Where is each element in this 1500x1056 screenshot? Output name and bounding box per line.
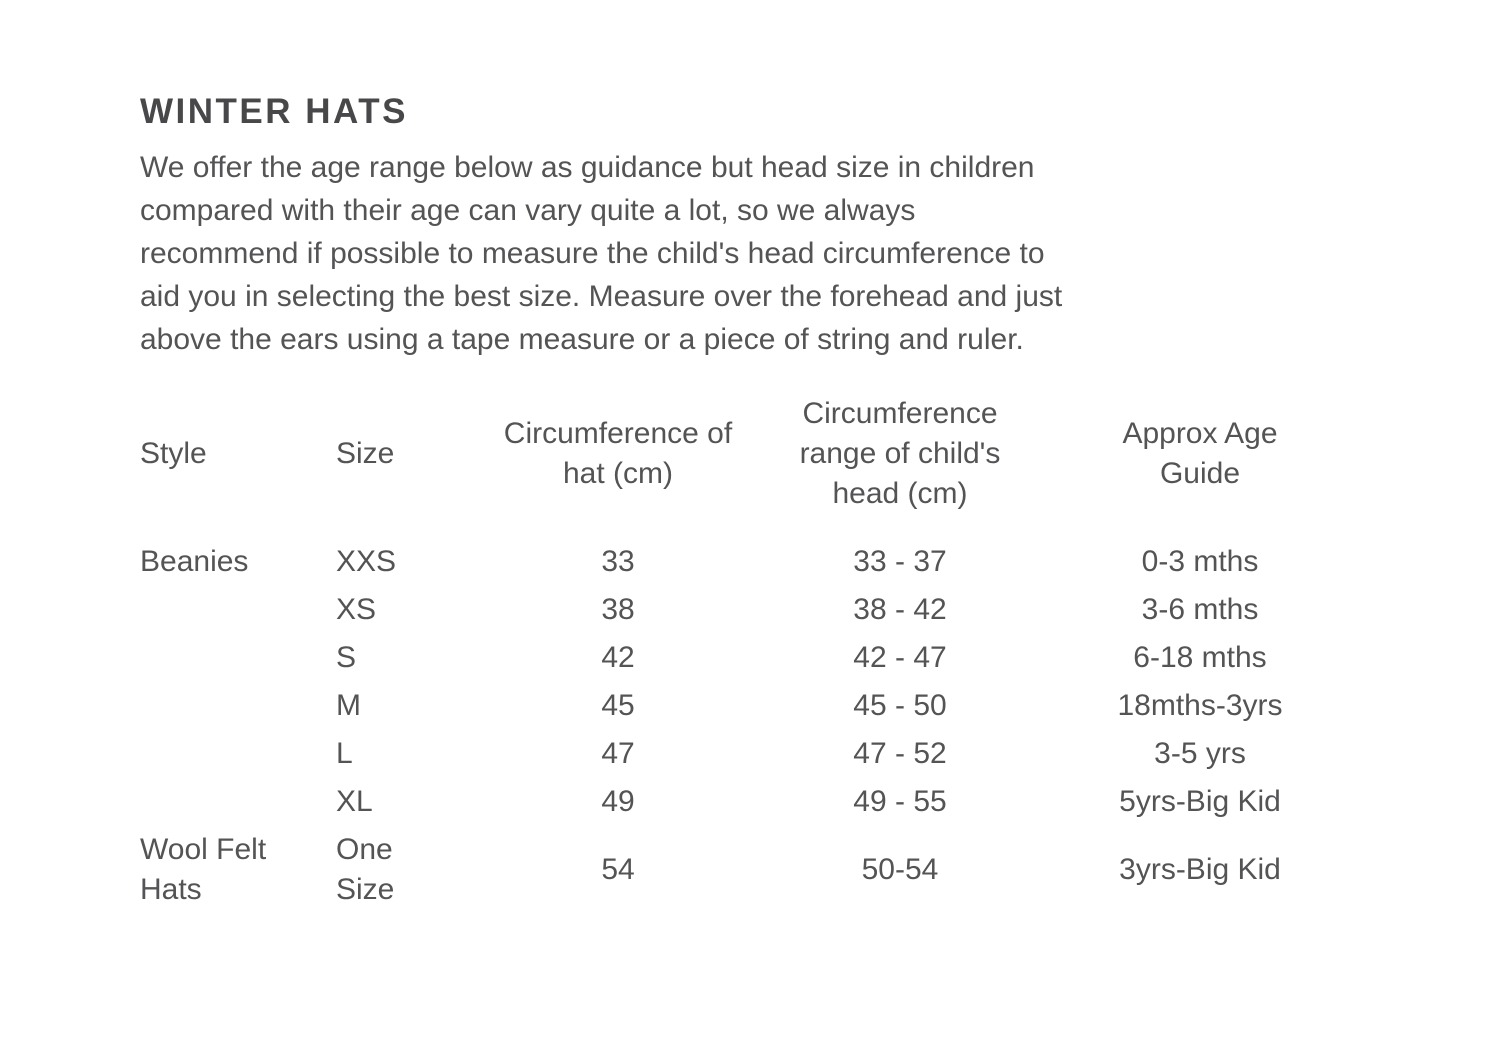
intro-line: We offer the age range below as guidance but head size in children [140,151,1035,184]
intro-line: above the ears using a tape measure or a piece of string and ruler. [140,323,1024,356]
cell-hat-circumference: 42 [601,641,635,674]
cell-size: One Size [336,833,395,906]
table-row [140,826,1354,914]
cell-style [140,586,336,634]
cell-approx-age: 0-3 mths [1141,545,1259,578]
cell-style: Beanies [140,545,249,578]
cell-hat-circumference: 49 [601,785,635,818]
cell-approx-age: 6-18 mths [1133,641,1267,674]
column-header-style: Style [140,437,207,470]
cell-style [140,730,336,778]
cell-hat-circumference: 47 [601,737,635,770]
cell-head-circumference-range: 49 - 55 [853,785,947,818]
table-row [140,634,1354,682]
cell-size: S [336,641,357,674]
table-row [140,538,1354,586]
cell-approx-age: 3yrs-Big Kid [1119,853,1281,886]
table-row [140,778,1354,826]
cell-style [140,634,336,682]
cell-head-circumference-range: 50-54 [861,853,939,886]
cell-approx-age: 5yrs-Big Kid [1119,785,1281,818]
page-title: WINTER HATS [140,92,408,131]
cell-approx-age: 3-5 yrs [1154,737,1246,770]
table-row [140,586,1354,634]
cell-size: XXS [336,545,397,578]
cell-hat-circumference: 38 [601,593,635,626]
cell-size: M [336,689,361,722]
table-row [140,682,1354,730]
intro-line: recommend if possible to measure the child's head circumference to [140,237,1045,270]
cell-style: Wool Felt Hats [140,833,267,906]
intro-line: compared with their age can vary quite a lot, so we always [140,194,916,227]
cell-head-circumference-range: 47 - 52 [853,737,947,770]
cell-style [140,778,336,826]
cell-head-circumference-range: 42 - 47 [853,641,947,674]
column-header-approx-age-guide: Approx Age Guide [1122,417,1278,490]
cell-head-circumference-range: 38 - 42 [853,593,947,626]
size-chart-table [140,394,1354,914]
column-header-hat-circumference: Circumference of hat (cm) [503,417,733,490]
cell-hat-circumference: 33 [601,545,635,578]
cell-hat-circumference: 45 [601,689,635,722]
table-header-row [140,394,1354,538]
cell-size: L [336,737,353,770]
intro-line: aid you in selecting the best size. Measure over the forehead and just [140,280,1063,313]
column-header-head-circumference-range: Circumference range of child's head (cm) [799,397,1001,510]
cell-approx-age: 3-6 mths [1141,593,1259,626]
cell-head-circumference-range: 45 - 50 [853,689,947,722]
cell-style [140,682,336,730]
cell-size: XS [336,593,377,626]
cell-head-circumference-range: 33 - 37 [853,545,947,578]
intro-paragraph [140,146,1390,361]
cell-hat-circumference: 54 [601,853,635,886]
cell-approx-age: 18mths-3yrs [1117,689,1283,722]
cell-size: XL [336,785,373,818]
table-row [140,730,1354,778]
column-header-size: Size [336,437,395,470]
